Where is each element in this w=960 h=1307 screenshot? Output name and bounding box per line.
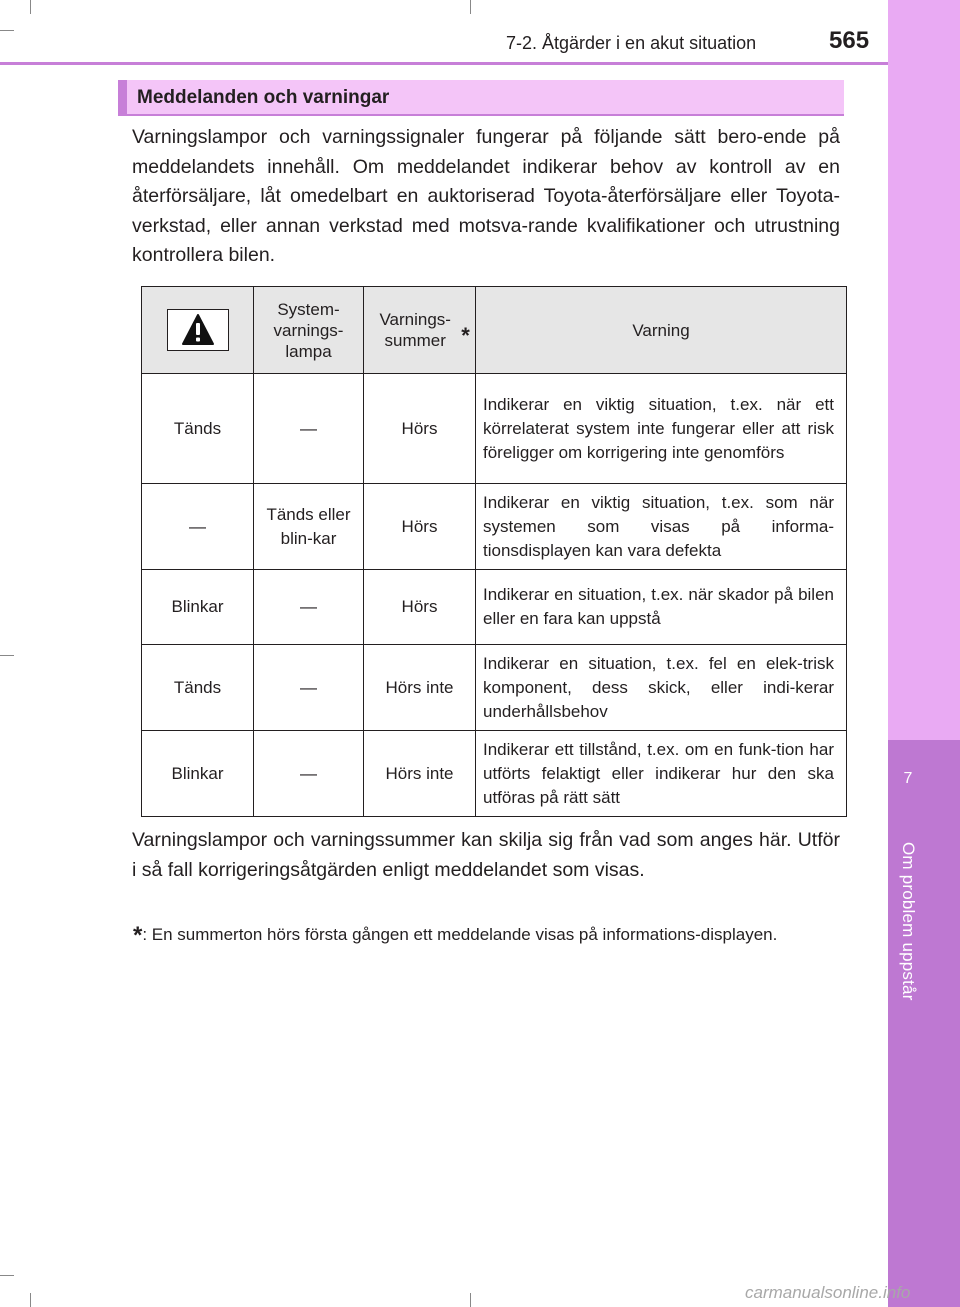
footnote-mark: * (133, 922, 143, 949)
cell-display: — (142, 484, 254, 570)
cell-display: Tänds (142, 374, 254, 484)
table-row (142, 645, 847, 731)
chapter-title: Om problem uppstår (899, 842, 918, 1001)
header-buzzer-text: Varnings-summer (379, 310, 451, 350)
section-heading (118, 80, 844, 116)
cell-warning: Indikerar en situation, t.ex. fel en elek-trisk komponent, dess skick, eller indi-kerar underhållsbehov (476, 645, 847, 731)
cell-buzzer: Hörs inte (364, 731, 476, 817)
header-icon-cell (142, 287, 254, 374)
chapter-number: 7 (903, 770, 913, 787)
table-row (142, 731, 847, 817)
table-row (142, 484, 847, 570)
warning-table (141, 286, 847, 817)
crop-mark (470, 0, 471, 14)
after-table-paragraph: Varningslampor och varningssummer kan skilja sig från vad som anges här. Utför i så fall korrigeringsåtgärden enligt meddelandet som visas. (132, 829, 840, 881)
cell-system-lamp (254, 484, 364, 570)
table-header-row (142, 287, 847, 374)
warning-triangle-icon (167, 309, 229, 351)
section-heading-text: Meddelanden och varningar (137, 87, 390, 108)
cell-system-lamp: — (254, 374, 364, 484)
cell-display: Blinkar (142, 731, 254, 817)
footnote (133, 920, 841, 947)
table-row (142, 374, 847, 484)
cell-buzzer: Hörs (364, 570, 476, 645)
cell-system-lamp: — (254, 645, 364, 731)
watermark: carmanualsonline.info (745, 1283, 911, 1302)
header-warning-text: Varning (632, 320, 690, 340)
cell-warning: Indikerar ett tillstånd, t.ex. om en funk-tion har utförts felaktigt eller indikerar hur den ska utföras på rätt sätt (476, 731, 847, 817)
cell-system-lamp: — (254, 570, 364, 645)
cell-buzzer: Hörs inte (364, 645, 476, 731)
header-rule (0, 62, 888, 65)
crop-mark (470, 1293, 471, 1307)
cell-warning: Indikerar en situation, t.ex. när skador på bilen eller en fara kan uppstå (476, 570, 847, 645)
chapter-tab (888, 740, 960, 1307)
cell-system-lamp: — (254, 731, 364, 817)
cell-display: Blinkar (142, 570, 254, 645)
header-system-lamp (254, 287, 364, 374)
table-row (142, 570, 847, 645)
cell-warning: Indikerar en viktig situation, t.ex. som när systemen som visas på informa-tionsdisplayen kan vara defekta (476, 484, 847, 570)
cell-display: Tänds (142, 645, 254, 731)
cell-buzzer: Hörs (364, 484, 476, 570)
crop-mark (0, 1275, 14, 1276)
cell-system-lamp-text: Tänds eller blin-kar (266, 504, 351, 548)
crop-mark (30, 1293, 31, 1307)
header-system-lamp-text: System-varnings-lampa (273, 299, 344, 361)
intro-paragraph: Varningslampor och varningssignaler fungerar på följande sätt bero-ende på meddelandets innehåll. Om meddelandet indikerar behov av kontroll av en återförsäljare, låt omedelbart en auktoriserad Toyota-återförsäljare eller Toyota-verkstad, eller annan verkstad med motsva-rande kvalifikationer och utrustning kontrollera bilen. (132, 126, 840, 266)
crop-mark (30, 0, 31, 14)
footnote-star: * (461, 323, 470, 348)
cell-buzzer: Hörs (364, 374, 476, 484)
footnote-text: : En summerton hörs första gången ett meddelande visas på informations-displayen. (142, 925, 778, 944)
page-number: 565 (829, 27, 870, 54)
running-header: 7-2. Åtgärder i en akut situation (506, 33, 757, 53)
cell-warning: Indikerar en viktig situation, t.ex. när ett körrelaterat system inte fungerar eller att risk föreligger om korrigering inte genomförs (476, 374, 847, 484)
header-warning (476, 287, 847, 374)
crop-mark (0, 655, 14, 656)
header-buzzer (364, 287, 476, 374)
crop-mark (0, 30, 14, 31)
